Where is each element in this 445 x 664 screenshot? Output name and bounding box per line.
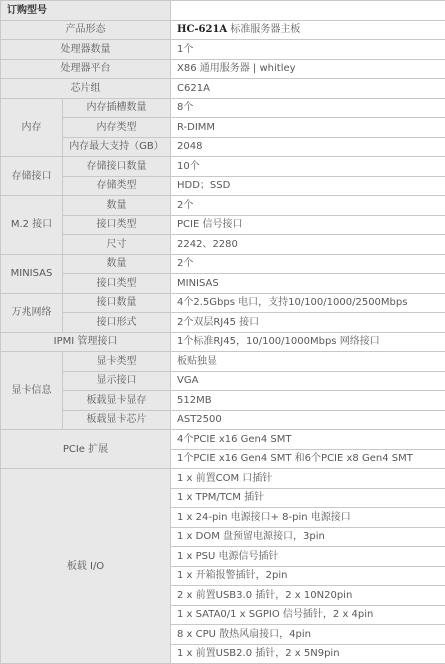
value-pcie-1: 4个PCIE x16 Gen4 SMT: [171, 430, 445, 450]
value-cpu-count: 1个: [171, 40, 445, 60]
group-m2: M.2 接口: [1, 196, 63, 255]
value-network-form: 2个双层RJ45 接口: [171, 313, 445, 333]
product-model: HC-621A: [177, 24, 227, 35]
label-storage-type: 存储类型: [63, 176, 171, 196]
value-storage-type: HDD；SSD: [171, 176, 445, 196]
row-ipmi: [1, 332, 445, 352]
row-io-1: [1, 469, 445, 489]
value-memory-slots: 8个: [171, 98, 445, 118]
value-memory-max: 2048: [171, 137, 445, 157]
row-product-form: [1, 20, 445, 40]
label-ipmi: IPMI 管理接口: [1, 332, 171, 352]
value-io-5: 1 x PSU 电源信号插针: [171, 547, 445, 567]
row-memory-max: [1, 137, 445, 157]
label-memory-type: 内存类型: [63, 118, 171, 138]
group-network: 万兆网络: [1, 293, 63, 332]
label-minisas-count: 数量: [63, 254, 171, 274]
value-chipset: C621A: [171, 79, 445, 99]
value-io-8: 1 x SATA0/1 x SGPIO 信号插针，2 x 4pin: [171, 605, 445, 625]
row-graphics-memory: [1, 391, 445, 411]
row-network-form: [1, 313, 445, 333]
header-value-cell: [171, 1, 445, 21]
header-row: [1, 1, 445, 21]
value-network-count: 4个2.5Gbps 电口，支持10/100/1000/2500Mbps: [171, 293, 445, 313]
label-m2-type: 接口类型: [63, 215, 171, 235]
row-m2-count: [1, 196, 445, 216]
product-form-desc: 标准服务器主板: [230, 24, 300, 35]
label-network-count: 接口数量: [63, 293, 171, 313]
value-m2-size: 2242、2280: [171, 235, 445, 255]
header-title: 订购型号: [1, 1, 171, 21]
row-pcie-1: [1, 430, 445, 450]
group-io: 板载 I/O: [1, 469, 171, 664]
label-network-form: 接口形式: [63, 313, 171, 333]
row-cpu-platform: [1, 59, 445, 79]
value-graphics-type: 板贴独显: [171, 352, 445, 372]
group-graphics: 显卡信息: [1, 352, 63, 430]
row-memory-type: [1, 118, 445, 138]
row-network-count: [1, 293, 445, 313]
value-io-4: 1 x DOM 盘预留电源接口，3pin: [171, 527, 445, 547]
value-ipmi: 1个标准RJ45，10/100/1000Mbps 网络接口: [171, 332, 445, 352]
group-pcie: PCIe 扩展: [1, 430, 171, 469]
row-cpu-count: [1, 40, 445, 60]
value-minisas-count: 2个: [171, 254, 445, 274]
value-graphics-chip: AST2500: [171, 410, 445, 430]
label-minisas-type: 接口类型: [63, 274, 171, 294]
label-graphics-port: 显示接口: [63, 371, 171, 391]
value-pcie-2: 1个PCIE x16 Gen4 SMT 和6个PCIE x8 Gen4 SMT: [171, 449, 445, 469]
value-product-form: [171, 20, 445, 40]
row-graphics-port: [1, 371, 445, 391]
label-storage-count: 存储接口数量: [63, 157, 171, 177]
row-m2-size: [1, 235, 445, 255]
label-m2-count: 数量: [63, 196, 171, 216]
value-cpu-platform: X86 通用服务器 | whitley: [171, 59, 445, 79]
value-io-2: 1 x TPM/TCM 插针: [171, 488, 445, 508]
row-storage-type: [1, 176, 445, 196]
value-memory-type: R-DIMM: [171, 118, 445, 138]
row-m2-type: [1, 215, 445, 235]
value-io-9: 8 x CPU 散热风扇接口，4pin: [171, 625, 445, 645]
group-memory: 内存: [1, 98, 63, 157]
label-memory-max: 内存最大支持（GB）: [63, 137, 171, 157]
row-memory-slots: [1, 98, 445, 118]
row-storage-count: [1, 157, 445, 177]
label-graphics-chip: 板载显卡芯片: [63, 410, 171, 430]
value-storage-count: 10个: [171, 157, 445, 177]
label-graphics-memory: 板载显卡显存: [63, 391, 171, 411]
value-io-7: 2 x 前置USB3.0 插针，2 x 10N20pin: [171, 586, 445, 606]
value-graphics-memory: 512MB: [171, 391, 445, 411]
label-product-form: 产品形态: [1, 20, 171, 40]
label-memory-slots: 内存插槽数量: [63, 98, 171, 118]
row-minisas-type: [1, 274, 445, 294]
row-minisas-count: [1, 254, 445, 274]
label-cpu-count: 处理器数量: [1, 40, 171, 60]
label-graphics-type: 显卡类型: [63, 352, 171, 372]
label-chipset: 芯片组: [1, 79, 171, 99]
value-io-3: 1 x 24-pin 电源接口+ 8-pin 电源接口: [171, 508, 445, 528]
value-m2-type: PCIE 信号接口: [171, 215, 445, 235]
value-m2-count: 2个: [171, 196, 445, 216]
group-minisas: MINISAS: [1, 254, 63, 293]
value-io-10: 1 x 前置USB2.0 插针，2 x 5N9pin: [171, 644, 445, 664]
value-io-1: 1 x 前置COM 口插针: [171, 469, 445, 489]
value-minisas-type: MINISAS: [171, 274, 445, 294]
group-storage: 存储接口: [1, 157, 63, 196]
value-io-6: 1 x 开箱报警插针，2pin: [171, 566, 445, 586]
value-graphics-port: VGA: [171, 371, 445, 391]
label-m2-size: 尺寸: [63, 235, 171, 255]
label-cpu-platform: 处理器平台: [1, 59, 171, 79]
row-graphics-type: [1, 352, 445, 372]
row-graphics-chip: [1, 410, 445, 430]
row-chipset: [1, 79, 445, 99]
